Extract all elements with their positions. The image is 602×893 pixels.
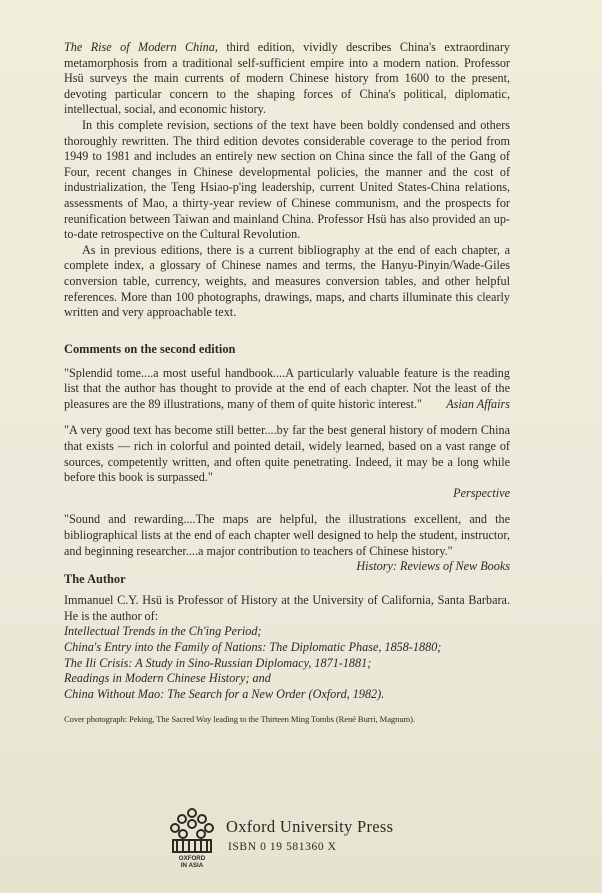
quote-3-text: "Sound and rewarding....The maps are helpful, the illustrations excellent, and the bibliographical lists at the end of each chapter well designed to help the student, instructor, and beginning researcher....a major contribution to teachers of Chinese history." <box>64 512 510 558</box>
comments-heading: Comments on the second edition <box>64 341 236 356</box>
author-works-list <box>64 624 510 702</box>
author-work: The Ili Crisis: A Study in Sino-Russian Diplomacy, 1871-1881; <box>64 655 372 670</box>
blurb-paragraph-1 <box>64 40 510 118</box>
logo-caption-line-2: IN ASIA <box>180 861 204 869</box>
back-cover-text <box>64 40 510 725</box>
cover-photo-credit: Cover photograph: Peking, The Sacred Way leading to the Thirteen Ming Tombs (René Burri, Magnum). <box>64 714 415 725</box>
author-heading: The Author <box>64 572 126 587</box>
publisher-name: Oxford University Press <box>226 817 394 836</box>
blurb-paragraph-1-text: third edition, vividly describes China's extraordinary metamorphosis from a traditional self-sufficient empire into a modern nation. Professor Hsü surveys the main currents of modern Chinese history from 1600 to the present, devoting particular concern to the shaping forces of China's political, diplomatic, intellectual, social, and economic history. <box>64 40 510 117</box>
blurb-paragraph-2: In this complete revision, sections of the text have been boldly condensed and others thoroughly rewritten. The third edition devotes considerable coverage to the period from 1949 to 1981 and includes an entirely new section on China since the fall of the Gang of Four, recent changes in Chinese developmental policies, the manner and the cost of industrialization, the Teng Hsiao-p'ing leadership, current United States-China relations, assessments of Mao, a thirty-year review of Chinese communism, and the prospects for reunification between Taiwan and mainland China. Professor Hsü has also provided an up-to-date retrospective on the Cultural Revolution. <box>64 117 510 242</box>
blurb-paragraph-3: As in previous editions, there is a current bibliography at the end of each chapter, a complete index, a glossary of Chinese names and terms, the Hanyu-Pinyin/Wade-Giles conversion table, currency, weights, and measures conversion tables, and other helpful references. More than 100 photographs, drawings, maps, and charts illuminate this clearly written and very approachable text. <box>64 242 510 320</box>
author-work: Readings in Modern Chinese History; and <box>64 671 271 686</box>
logo-caption-line-1: OXFORD <box>178 855 206 862</box>
author-bio: Immanuel C.Y. Hsü is Professor of History at the University of California, Santa Barbara. He is the author of: <box>64 593 510 623</box>
review-quote-3 <box>64 512 510 574</box>
quote-1-text: "Splendid tome....a most useful handbook....A particularly valuable feature is the reading list that the author has thought to provide at the end of each chapter. Not the least of the pleasures are the 89 illustrations, many of them of quite historic interest." <box>64 365 510 411</box>
quote-2-text: "A very good text has become still better....by far the best general history of modern China that exists — rich in colorful and pointed detail, widely learned, based on a vast range of sources, competently written, and often quite penetrating. Indeed, it may be a long while before this book is surpassed." <box>64 423 510 485</box>
author-work: China Without Mao: The Search for a New Order (Oxford, 1982). <box>64 686 385 701</box>
publisher-block <box>167 806 467 876</box>
logo-caption <box>167 856 217 869</box>
quote-1-source: Asian Affairs <box>446 396 510 411</box>
isbn: ISBN 0 19 581360 X <box>228 841 337 853</box>
quote-3-source: History: Reviews of New Books <box>356 559 510 574</box>
author-work: Intellectual Trends in the Ch'ing Period; <box>64 624 262 639</box>
book-title: The Rise of Modern China, <box>64 40 218 54</box>
quote-2-source: Perspective <box>453 485 510 500</box>
review-quote-1 <box>64 366 510 413</box>
review-quote-2 <box>64 423 510 501</box>
author-work: China's Entry into the Family of Nations: The Diplomatic Phase, 1858-1880; <box>64 640 442 654</box>
